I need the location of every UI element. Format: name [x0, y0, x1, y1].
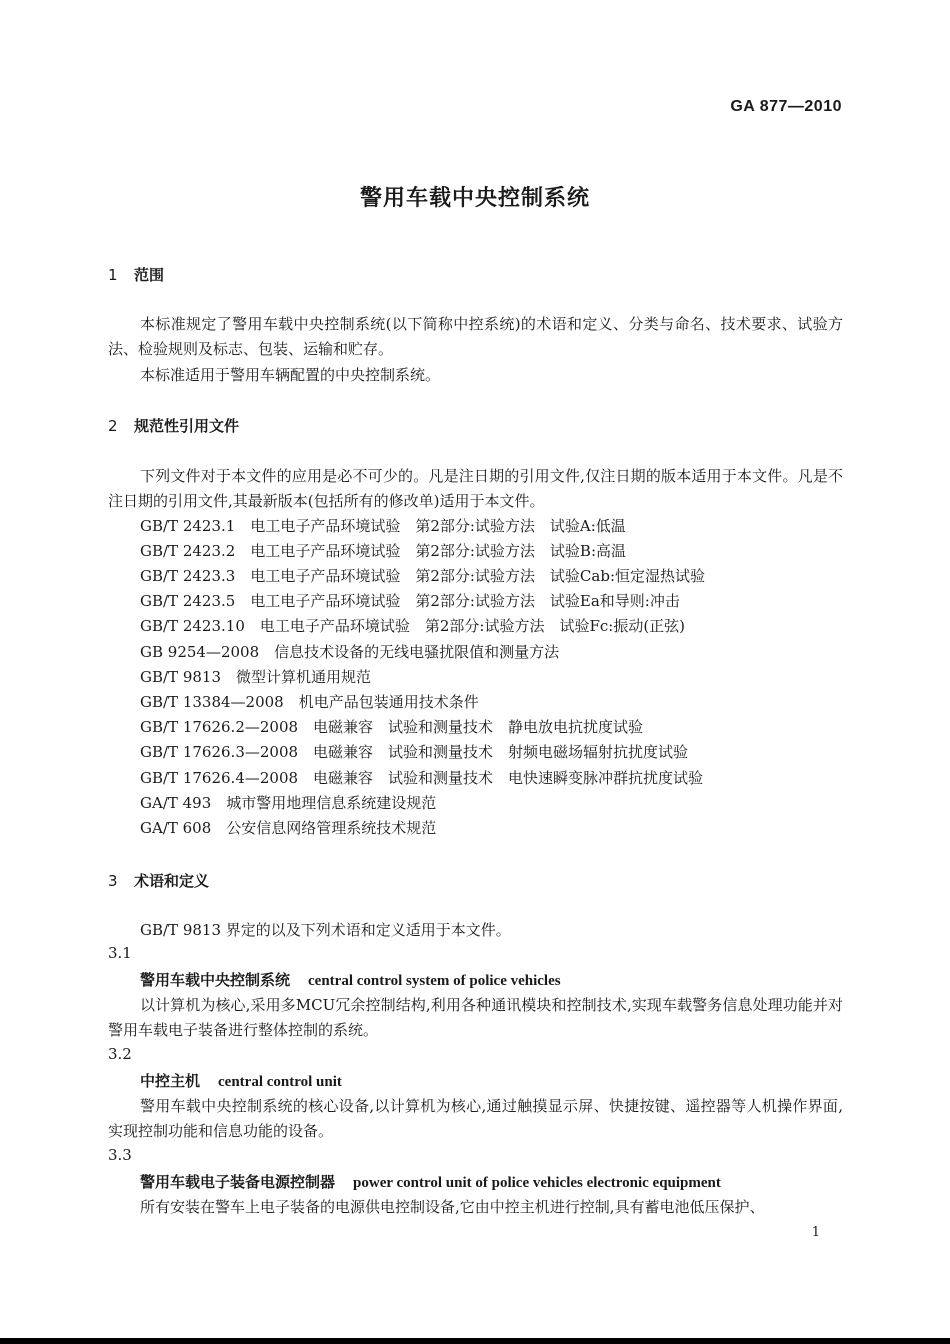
reference-item: GB/T 2423.3 电工电子产品环境试验 第2部分:试验方法 试验Cab:恒定湿热试验 [140, 567, 705, 585]
section-3-paragraph-1: GB/T 9813 界定的以及下列术语和定义适用于本文件。 [140, 921, 511, 939]
section-number: 1 [108, 266, 118, 284]
section-1-paragraph-1: 本标准规定了警用车载中央控制系统(以下简称中控系统)的术语和定义、分类与命名、技术要求、试验方法、检验规则及标志、包装、运输和贮存。 [108, 315, 843, 359]
reference-item: GA/T 608 公安信息网络管理系统技术规范 [140, 819, 437, 837]
reference-item: GB/T 2423.10 电工电子产品环境试验 第2部分:试验方法 试验Fc:振动(正弦) [140, 617, 686, 635]
section-2-paragraph-1: 下列文件对于本文件的应用是必不可少的。凡是注日期的引用文件,仅注日期的版本适用于本文件。凡是不注日期的引用文件,其最新版本(包括所有的修改单)适用于本文件。 [108, 467, 843, 511]
reference-item: GA/T 493 城市警用地理信息系统建设规范 [140, 794, 437, 812]
section-title: 术语和定义 [134, 872, 210, 890]
section-2-heading [108, 415, 239, 436]
section-number: 2 [108, 417, 118, 435]
section-1-paragraph-2: 本标准适用于警用车辆配置的中央控制系统。 [140, 366, 441, 384]
term-zh: 中控主机 [140, 1072, 201, 1090]
section-title: 规范性引用文件 [134, 417, 240, 435]
clause-number: 3.2 [108, 1045, 132, 1063]
reference-item: GB/T 9813 微型计算机通用规范 [140, 668, 372, 686]
term-heading [140, 1070, 342, 1091]
section-3-heading [108, 870, 209, 891]
clause-number: 3.1 [108, 944, 132, 962]
standard-code: GA 877—2010 [730, 98, 842, 115]
term-en: central control unit [218, 1074, 342, 1090]
reference-item: GB/T 2423.5 电工电子产品环境试验 第2部分:试验方法 试验Ea和导则:冲击 [140, 592, 680, 610]
section-1-heading [108, 264, 164, 285]
clause-number: 3.3 [108, 1146, 132, 1164]
term-zh: 警用车载中央控制系统 [140, 971, 291, 989]
reference-item: GB 9254—2008 信息技术设备的无线电骚扰限值和测量方法 [140, 643, 560, 661]
term-en: power control unit of police vehicles electronic equipment [353, 1175, 721, 1191]
reference-item: GB/T 17626.4—2008 电磁兼容 试验和测量技术 电快速瞬变脉冲群抗扰度试验 [140, 769, 704, 787]
document-title: 警用车载中央控制系统 [359, 186, 590, 211]
term-definition: 以计算机为核心,采用多MCU冗余控制结构,利用各种通讯模块和控制技术,实现车载警务信息处理功能并对警用车载电子装备进行整体控制的系统。 [108, 996, 843, 1040]
reference-item: GB/T 17626.3—2008 电磁兼容 试验和测量技术 射频电磁场辐射抗扰度试验 [140, 743, 689, 761]
section-title: 范围 [134, 266, 165, 284]
term-heading [140, 1171, 721, 1192]
term-en: central control system of police vehicles [308, 973, 561, 989]
reference-item: GB/T 2423.2 电工电子产品环境试验 第2部分:试验方法 试验B:高温 [140, 542, 626, 560]
reference-item: GB/T 2423.1 电工电子产品环境试验 第2部分:试验方法 试验A:低温 [140, 517, 626, 535]
reference-item: GB/T 13384—2008 机电产品包装通用技术条件 [140, 693, 479, 711]
page-number: 1 [811, 1225, 820, 1240]
term-zh: 警用车载电子装备电源控制器 [140, 1173, 336, 1191]
term-definition: 所有安装在警车上电子装备的电源供电控制设备,它由中控主机进行控制,具有蓄电池低压保护、 [140, 1198, 765, 1216]
term-heading [140, 969, 561, 990]
reference-item: GB/T 17626.2—2008 电磁兼容 试验和测量技术 静电放电抗扰度试验 [140, 718, 644, 736]
term-definition: 警用车载中央控制系统的核心设备,以计算机为核心,通过触摸显示屏、快捷按键、遥控器等人机操作界面,实现控制功能和信息功能的设备。 [108, 1097, 843, 1141]
bottom-border [0, 1338, 950, 1344]
section-number: 3 [108, 872, 118, 890]
